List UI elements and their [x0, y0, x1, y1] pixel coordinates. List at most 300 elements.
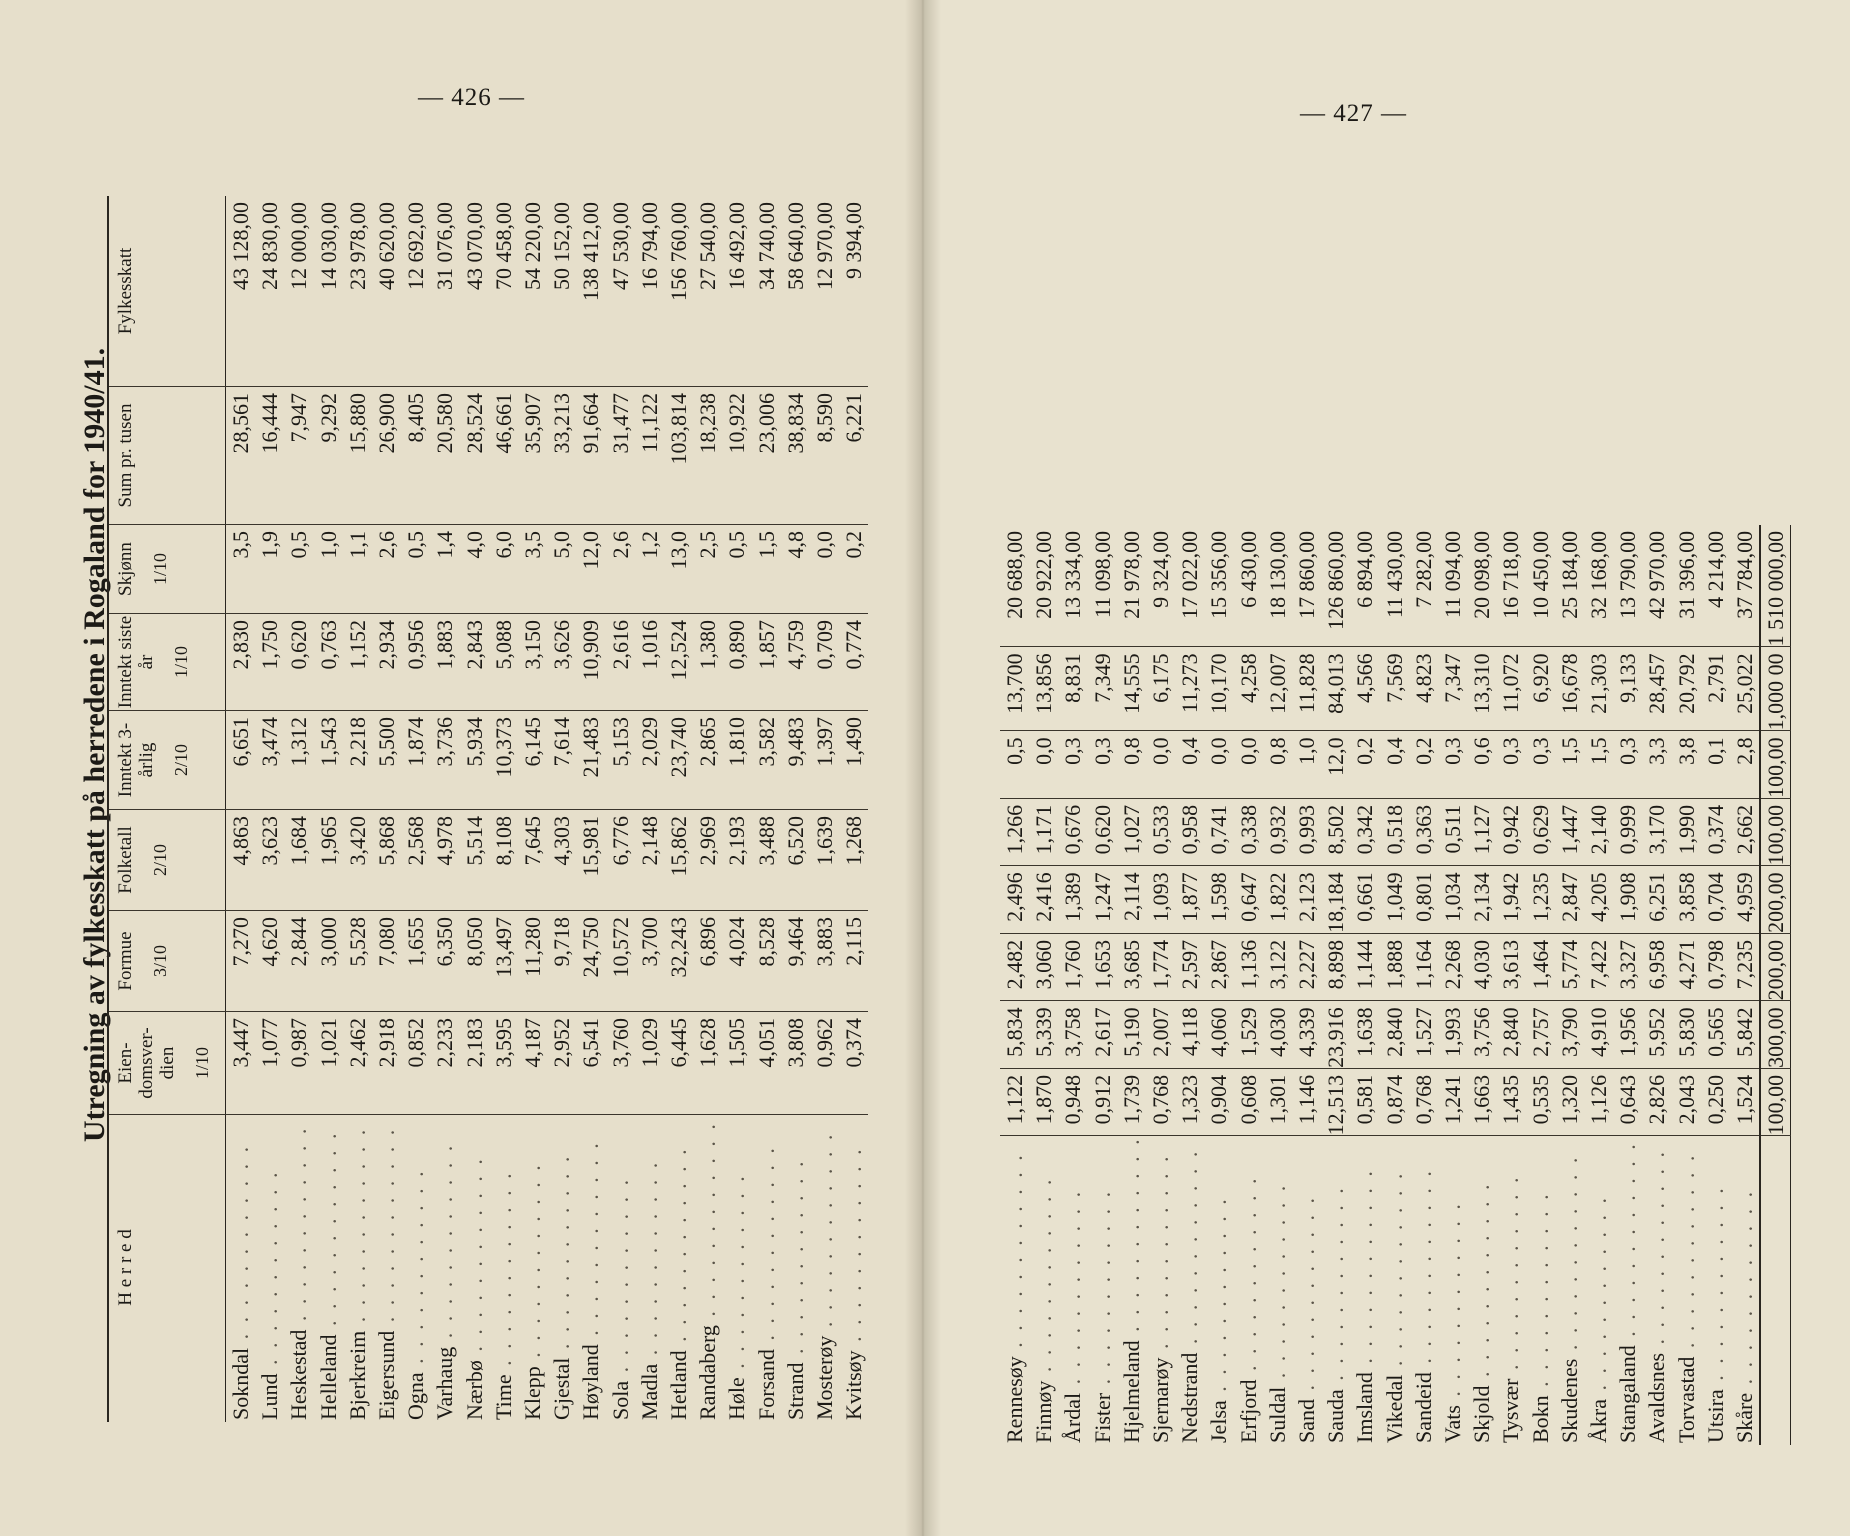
cell-inns: 0,741 — [1204, 798, 1233, 866]
cell-inn3: 6,251 — [1642, 866, 1671, 934]
cell-sum: 11,122 — [635, 387, 664, 525]
cell-eien: 2,918 — [372, 1012, 401, 1115]
cell-fyk: 23 978,00 — [343, 196, 372, 387]
herred-name — [1555, 1136, 1584, 1445]
cell-formue: 2,617 — [1088, 1001, 1117, 1069]
cell-folk: 3,613 — [1496, 933, 1525, 1001]
header-skjonn: Skjønn 1/10 — [108, 525, 226, 614]
cell-skj: 0,3 — [1496, 731, 1525, 799]
cell-inn3: 0,661 — [1350, 866, 1379, 934]
leader-dots: . . . . . . . . . . . . — [666, 1146, 692, 1351]
cell-inn3: 1,822 — [1263, 866, 1292, 934]
herred-name — [1584, 1136, 1613, 1445]
herred-label: Eigersund — [374, 1330, 400, 1420]
cell-formue: 3,700 — [635, 911, 664, 1012]
cell-formue: 1,638 — [1350, 1001, 1379, 1069]
cell-folk: 6,958 — [1642, 933, 1671, 1001]
cell-inns: 1,127 — [1467, 798, 1496, 866]
herred-name — [430, 1115, 459, 1423]
cell-inns: 0,374 — [1701, 798, 1730, 866]
cell-inn3: 3,736 — [430, 711, 459, 810]
herred-label: Jelsa — [1206, 1400, 1232, 1443]
leader-dots: . . . . . . . . . . . . — [1644, 1148, 1670, 1353]
cell-folk: 7,422 — [1584, 933, 1613, 1001]
left-table-wrapper — [107, 196, 868, 1422]
cell-eien: 3,808 — [781, 1012, 810, 1115]
cell-formue: 3,000 — [314, 911, 343, 1012]
herred-name — [1292, 1136, 1321, 1445]
cell-eien: 2,183 — [460, 1012, 489, 1115]
table-row — [1058, 525, 1087, 1445]
cell-inns: 0,774 — [839, 614, 868, 711]
herred-label: Forsand — [753, 1349, 779, 1420]
cell-formue: 2,844 — [284, 911, 313, 1012]
cell-fyk: 9 324,00 — [1146, 525, 1175, 647]
cell-skj: 0,0 — [1234, 731, 1263, 799]
cell-skj: 5,0 — [547, 525, 576, 614]
leader-dots: . . . . . . . . . . . . — [1060, 1188, 1086, 1393]
cell-skj: 1,9 — [255, 525, 284, 614]
cell-folk: 1,653 — [1088, 933, 1117, 1001]
cell-inns: 2,662 — [1730, 798, 1760, 866]
herred-label: Suldal — [1264, 1386, 1290, 1443]
cell-formue: 4,910 — [1584, 1001, 1613, 1069]
leader-dots: . . . . . . . . . . . . — [315, 1130, 341, 1335]
cell-skj: 1,0 — [314, 525, 343, 614]
cell-eien: 2,043 — [1672, 1068, 1701, 1136]
cell-inns: 2,830 — [226, 614, 256, 711]
herred-label: Rennesøy — [1002, 1356, 1027, 1443]
cell-sum: 12,007 — [1263, 647, 1292, 731]
cell-folk: 15,981 — [576, 810, 605, 911]
leader-dots: . . . . . . . . . . . . — [432, 1142, 458, 1347]
cell-inns: 1,447 — [1555, 798, 1584, 866]
herred-name — [1117, 1136, 1146, 1445]
cell-inns: 0,932 — [1263, 798, 1292, 866]
herred-name — [635, 1115, 664, 1423]
cell-inns: 0,890 — [722, 614, 751, 711]
cell-inn3: 2,416 — [1029, 866, 1058, 934]
cell-inn3: 1,397 — [810, 711, 839, 810]
cell-formue: 2,115 — [839, 911, 868, 1012]
cell-sum: 10,170 — [1204, 647, 1233, 731]
cell-folk: 6,520 — [781, 810, 810, 911]
herred-label: Vats — [1440, 1405, 1466, 1443]
cell-fyk: 40 620,00 — [372, 196, 401, 387]
leader-dots: . . . . . . . . . . . . — [1527, 1191, 1553, 1396]
cell-sum: 4,258 — [1234, 647, 1263, 731]
cell-inns: 0,518 — [1380, 798, 1409, 866]
cell-folk: 2,193 — [722, 810, 751, 911]
cell-fyk: 43 070,00 — [460, 196, 489, 387]
cell-eien: 0,768 — [1409, 1068, 1438, 1136]
cell-fyk: 4 214,00 — [1701, 525, 1730, 647]
cell-fyk: 24 830,00 — [255, 196, 284, 387]
herred-name — [810, 1115, 839, 1423]
cell-skj: 2,6 — [606, 525, 635, 614]
cell-inns: 0,338 — [1234, 798, 1263, 866]
cell-inn3: 2,218 — [343, 711, 372, 810]
leader-dots: . . . . . . . . . . . . — [782, 1158, 808, 1363]
cell-inn3: 2,029 — [635, 711, 664, 810]
herred-name — [343, 1115, 372, 1423]
table-row — [1555, 525, 1584, 1445]
table-row — [1701, 525, 1730, 1445]
cell-inn3: 5,153 — [606, 711, 635, 810]
cell-sum: 14,555 — [1117, 647, 1146, 731]
herred-name — [489, 1115, 518, 1423]
cell-inn3: 1,877 — [1175, 866, 1204, 934]
herred-name — [255, 1115, 284, 1423]
cell-sum: 11,828 — [1292, 647, 1321, 731]
cell-inns: 0,676 — [1058, 798, 1087, 866]
cell-skj: 13,0 — [664, 525, 693, 614]
cell-skj: 0,1 — [1701, 731, 1730, 799]
cell-folk: 3,122 — [1263, 933, 1292, 1001]
cell-sum: 84,013 — [1321, 647, 1350, 731]
cell-inns: 5,088 — [489, 614, 518, 711]
cell-inns: 0,620 — [284, 614, 313, 711]
cell-eien: 0,535 — [1526, 1068, 1555, 1136]
cell-folk: 8,108 — [489, 810, 518, 911]
cell-inn3: 1,389 — [1058, 866, 1087, 934]
table-row — [255, 196, 284, 1422]
cell-folk: 2,148 — [635, 810, 664, 911]
cell-eien: 1,122 — [1000, 1068, 1029, 1136]
cell-formue: 2,840 — [1496, 1001, 1525, 1069]
total-eien: 100,00 — [1760, 1068, 1791, 1136]
cell-inn3: 1,247 — [1088, 866, 1117, 934]
cell-folk: 4,030 — [1467, 933, 1496, 1001]
cell-fyk: 13 790,00 — [1613, 525, 1642, 647]
cell-sum: 15,880 — [343, 387, 372, 525]
cell-sum: 46,661 — [489, 387, 518, 525]
table-row — [664, 196, 693, 1422]
cell-inns: 2,934 — [372, 614, 401, 711]
cell-eien: 1,077 — [255, 1012, 284, 1115]
cell-sum: 21,303 — [1584, 647, 1613, 731]
cell-sum: 28,457 — [1642, 647, 1671, 731]
cell-folk: 3,420 — [343, 810, 372, 911]
table-row — [1584, 525, 1613, 1445]
cell-inns: 3,170 — [1642, 798, 1671, 866]
herred-label: Erfjord — [1235, 1379, 1261, 1443]
cell-formue: 9,464 — [781, 911, 810, 1012]
cell-fyk: 47 530,00 — [606, 196, 635, 387]
cell-skj: 1,5 — [752, 525, 781, 614]
cell-folk: 4,978 — [430, 810, 459, 911]
cell-formue: 3,790 — [1555, 1001, 1584, 1069]
cell-skj: 3,8 — [1672, 731, 1701, 799]
cell-formue: 1,993 — [1438, 1001, 1467, 1069]
herred-label: Skjold — [1469, 1385, 1495, 1443]
herred-name — [1146, 1136, 1175, 1445]
cell-sum: 6,221 — [839, 387, 868, 525]
cell-eien: 1,435 — [1496, 1068, 1525, 1136]
leader-dots: . . . . . . . . . . . . — [1469, 1181, 1495, 1386]
cell-fyk: 42 970,00 — [1642, 525, 1671, 647]
herred-name — [1058, 1136, 1087, 1445]
cell-eien: 1,870 — [1029, 1068, 1058, 1136]
cell-folk: 4,303 — [547, 810, 576, 911]
cell-eien: 0,374 — [839, 1012, 868, 1115]
herred-label: Mosterøy — [812, 1335, 838, 1420]
cell-folk: 2,227 — [1292, 933, 1321, 1001]
herred-name — [839, 1115, 868, 1423]
cell-folk: 2,969 — [693, 810, 722, 911]
cell-inns: 3,626 — [547, 614, 576, 711]
cell-formue: 1,655 — [401, 911, 430, 1012]
cell-fyk: 16 794,00 — [635, 196, 664, 387]
cell-formue: 5,952 — [1642, 1001, 1671, 1069]
cell-skj: 0,0 — [1204, 731, 1233, 799]
table-row — [430, 196, 459, 1422]
leader-dots: . . . . . . . . . . . . — [1235, 1175, 1261, 1380]
cell-sum: 6,175 — [1146, 647, 1175, 731]
herred-label: Høle — [724, 1377, 750, 1420]
herred-label: Lund — [257, 1373, 283, 1420]
herred-name — [693, 1115, 722, 1423]
cell-inn3: 3,858 — [1672, 866, 1701, 934]
cell-formue: 8,050 — [460, 911, 489, 1012]
cell-formue: 2,007 — [1146, 1001, 1175, 1069]
cell-skj: 2,6 — [372, 525, 401, 614]
cell-folk: 5,868 — [372, 810, 401, 911]
cell-eien: 2,462 — [343, 1012, 372, 1115]
page-number-right: — 427 — — [1300, 100, 1407, 127]
leader-dots: . . . . . . . . . . . . — [636, 1159, 662, 1364]
cell-fyk: 21 978,00 — [1117, 525, 1146, 647]
totals-row — [1760, 525, 1791, 1445]
cell-folk: 2,268 — [1438, 933, 1467, 1001]
table-row — [1117, 525, 1146, 1445]
herred-label: Hjelmeland — [1118, 1340, 1144, 1443]
leader-dots: . . . . . . . . . . . . — [1732, 1188, 1758, 1393]
table-row — [1496, 525, 1525, 1445]
cell-sum: 16,678 — [1555, 647, 1584, 731]
cell-eien: 1,021 — [314, 1012, 343, 1115]
cell-formue: 6,350 — [430, 911, 459, 1012]
table-row — [606, 196, 635, 1422]
cell-skj: 0,5 — [284, 525, 313, 614]
cell-sum: 4,823 — [1409, 647, 1438, 731]
cell-sum: 31,477 — [606, 387, 635, 525]
herred-label: Åkra — [1586, 1399, 1612, 1443]
herred-label: Gjestal — [549, 1357, 575, 1420]
cell-fyk: 6 894,00 — [1350, 525, 1379, 647]
table-row — [1263, 525, 1292, 1445]
cell-inn3: 1,908 — [1613, 866, 1642, 934]
cell-folk: 4,271 — [1672, 933, 1701, 1001]
herred-name — [1496, 1136, 1525, 1445]
total-inns: 100,00 — [1760, 798, 1791, 866]
cell-inn3: 1,093 — [1146, 866, 1175, 934]
cell-fyk: 7 282,00 — [1409, 525, 1438, 647]
cell-eien: 4,051 — [752, 1012, 781, 1115]
leader-dots: . . . . . . . . . . . . — [344, 1126, 370, 1331]
herred-label: Stangaland — [1615, 1345, 1641, 1443]
cell-fyk: 16 492,00 — [722, 196, 751, 387]
cell-inns: 0,620 — [1088, 798, 1117, 866]
cell-formue: 4,060 — [1204, 1001, 1233, 1069]
herred-name — [1000, 1136, 1029, 1445]
table-row — [1672, 525, 1701, 1445]
herred-label: Strand — [782, 1362, 808, 1420]
table-row — [722, 196, 751, 1422]
table-row — [752, 196, 781, 1422]
book-gutter — [905, 0, 941, 1536]
cell-formue: 4,620 — [255, 911, 284, 1012]
table-row — [372, 196, 401, 1422]
leader-dots: . . . . . . . . . . . . — [1556, 1154, 1582, 1359]
cell-formue: 7,270 — [226, 911, 256, 1012]
cell-skj: 0,3 — [1088, 731, 1117, 799]
herred-name — [1321, 1136, 1350, 1445]
cell-fyk: 11 430,00 — [1380, 525, 1409, 647]
cell-inn3: 2,134 — [1467, 866, 1496, 934]
cell-inn3: 4,959 — [1730, 866, 1760, 934]
cell-sum: 8,831 — [1058, 647, 1087, 731]
herred-name — [1526, 1136, 1555, 1445]
cell-sum: 16,444 — [255, 387, 284, 525]
cell-folk: 0,798 — [1701, 933, 1730, 1001]
herred-name — [781, 1115, 810, 1423]
cell-eien: 1,739 — [1117, 1068, 1146, 1136]
leader-dots: . . . . . . . . . . . . — [1381, 1170, 1407, 1375]
herred-name — [1380, 1136, 1409, 1445]
cell-inn3: 2,865 — [693, 711, 722, 810]
cell-inns: 2,140 — [1584, 798, 1613, 866]
leader-dots: . . . . . . . . . . . . — [1673, 1152, 1699, 1357]
herred-label: Randaberg — [695, 1325, 721, 1420]
cell-inn3: 1,312 — [284, 711, 313, 810]
cell-formue: 5,339 — [1029, 1001, 1058, 1069]
herred-name — [314, 1115, 343, 1423]
cell-formue: 4,339 — [1292, 1001, 1321, 1069]
cell-sum: 18,238 — [693, 387, 722, 525]
cell-formue: 24,750 — [576, 911, 605, 1012]
cell-inn3: 2,847 — [1555, 866, 1584, 934]
cell-inns: 10,909 — [576, 614, 605, 711]
table-row — [1146, 525, 1175, 1445]
leader-dots: . . . . . . . . . . . . — [1294, 1195, 1320, 1399]
cell-inn3: 1,810 — [722, 711, 751, 810]
cell-formue: 1,956 — [1613, 1001, 1642, 1069]
cell-folk: 1,464 — [1526, 933, 1555, 1001]
cell-inn3: 3,474 — [255, 711, 284, 810]
cell-eien: 0,987 — [284, 1012, 313, 1115]
cell-skj: 0,0 — [1029, 731, 1058, 799]
cell-fyk: 12 970,00 — [810, 196, 839, 387]
herred-label: Sokndal — [228, 1347, 253, 1420]
cell-skj: 4,8 — [781, 525, 810, 614]
cell-sum: 38,834 — [781, 387, 810, 525]
cell-formue: 13,497 — [489, 911, 518, 1012]
cell-inn3: 5,934 — [460, 711, 489, 810]
cell-formue: 3,883 — [810, 911, 839, 1012]
cell-fyk: 10 450,00 — [1526, 525, 1555, 647]
cell-fyk: 12 000,00 — [284, 196, 313, 387]
leader-dots: . . . . . . . . . . . . — [1410, 1168, 1436, 1373]
table-row — [1409, 525, 1438, 1445]
leader-dots: . . . . . . . . . . . . — [257, 1169, 283, 1374]
cell-inn3: 18,184 — [1321, 866, 1350, 934]
herred-name — [1438, 1136, 1467, 1445]
total-sum: 1,000 00 — [1760, 647, 1791, 731]
cell-eien: 3,447 — [226, 1012, 256, 1115]
cell-inns: 0,942 — [1496, 798, 1525, 866]
cell-eien: 4,187 — [518, 1012, 547, 1115]
cell-skj: 3,5 — [226, 525, 256, 614]
cell-fyk: 156 760,00 — [664, 196, 693, 387]
cell-fyk: 58 640,00 — [781, 196, 810, 387]
cell-formue: 3,758 — [1058, 1001, 1087, 1069]
cell-skj: 0,3 — [1526, 731, 1555, 799]
herred-name — [284, 1115, 313, 1423]
leader-dots: . . . . . . . . . . . . — [1206, 1196, 1232, 1401]
cell-eien: 0,581 — [1350, 1068, 1379, 1136]
herred-label: Nedstrand — [1177, 1352, 1203, 1443]
cell-fyk: 6 430,00 — [1234, 525, 1263, 647]
cell-sum: 11,273 — [1175, 647, 1204, 731]
herred-label: Bjerkreim — [344, 1330, 370, 1420]
cell-fyk: 17 022,00 — [1175, 525, 1204, 647]
cell-folk: 1,144 — [1350, 933, 1379, 1001]
cell-eien: 1,663 — [1467, 1068, 1496, 1136]
cell-folk: 3,623 — [255, 810, 284, 911]
cell-sum: 8,405 — [401, 387, 430, 525]
cell-inn3: 2,496 — [1000, 866, 1029, 934]
total-fyk: 1 510 000,00 — [1760, 525, 1791, 647]
table-row — [460, 196, 489, 1422]
herred-label: Torvastad — [1673, 1356, 1699, 1443]
cell-fyk: 9 394,00 — [839, 196, 868, 387]
cell-formue: 5,830 — [1672, 1001, 1701, 1069]
cell-inns: 0,511 — [1438, 798, 1467, 866]
cell-inns: 1,027 — [1117, 798, 1146, 866]
cell-inn3: 2,123 — [1292, 866, 1321, 934]
cell-formue: 2,840 — [1380, 1001, 1409, 1069]
table-row — [1234, 525, 1263, 1445]
cell-sum: 26,900 — [372, 387, 401, 525]
cell-inn3: 1,490 — [839, 711, 868, 810]
cell-eien: 1,323 — [1175, 1068, 1204, 1136]
cell-eien: 0,608 — [1234, 1068, 1263, 1136]
cell-formue: 10,572 — [606, 911, 635, 1012]
cell-folk: 2,482 — [1000, 933, 1029, 1001]
herred-label: Sjernarøy — [1148, 1357, 1174, 1443]
cell-fyk: 14 030,00 — [314, 196, 343, 387]
table-row — [781, 196, 810, 1422]
table-row — [1380, 525, 1409, 1445]
cell-inn3: 3,582 — [752, 711, 781, 810]
cell-sum: 11,072 — [1496, 647, 1525, 731]
cell-folk: 2,867 — [1204, 933, 1233, 1001]
cell-fyk: 11 094,00 — [1438, 525, 1467, 647]
cell-inn3: 7,614 — [547, 711, 576, 810]
cell-sum: 23,006 — [752, 387, 781, 525]
cell-sum: 103,814 — [664, 387, 693, 525]
leader-dots: . . . . . . . . . . . . — [1498, 1174, 1524, 1379]
cell-sum: 25,022 — [1730, 647, 1760, 731]
table-row — [1175, 525, 1204, 1445]
cell-eien: 1,301 — [1263, 1068, 1292, 1136]
cell-inn3: 0,704 — [1701, 866, 1730, 934]
herred-label: Kvitsøy — [841, 1350, 867, 1420]
cell-formue: 5,190 — [1117, 1001, 1146, 1069]
herred-name — [722, 1115, 751, 1423]
herred-label: Årdal — [1060, 1392, 1086, 1443]
